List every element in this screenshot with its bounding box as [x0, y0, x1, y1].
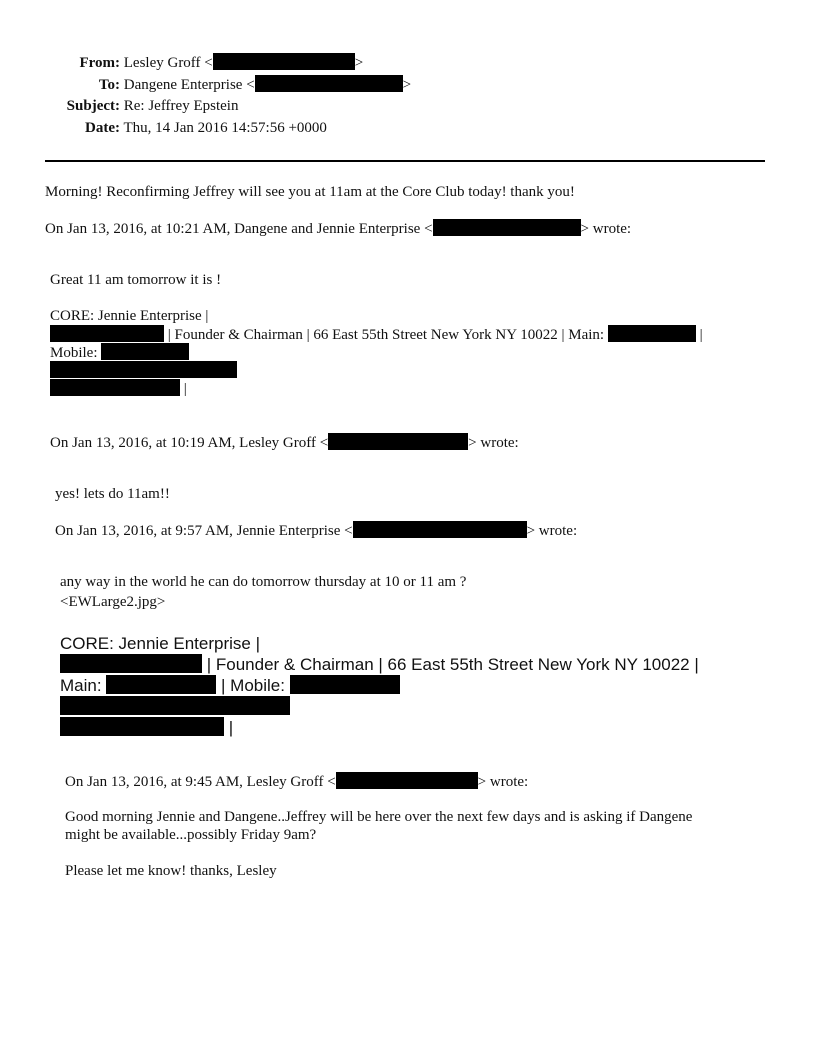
redaction-bar [101, 343, 189, 360]
msg5-body-line2: might be available...possibly Friday 9am? [65, 827, 317, 843]
msg4-quote-header [65, 772, 528, 791]
quote-prefix: On Jan 13, 2016, at 9:57 AM, Jennie Enterprise < [55, 523, 353, 539]
msg1-body: Morning! Reconfirming Jeffrey will see you at 11am at the Core Club today! thank you! [45, 184, 575, 200]
redaction-bar [50, 361, 237, 378]
from-name: Lesley Groff < [123, 55, 213, 71]
sig-pipe: | [224, 718, 234, 737]
msg2-sig-line4 [50, 361, 237, 380]
msg2-sig-line2 [50, 325, 703, 344]
quote-prefix: On Jan 13, 2016, at 9:45 AM, Lesley Groff < [65, 774, 336, 790]
header-date [4, 119, 327, 137]
msg2-quote-header [50, 433, 519, 452]
redaction-bar [60, 717, 224, 736]
msg2-body: Great 11 am tomorrow it is ! [50, 272, 222, 288]
from-label: From: [79, 55, 120, 71]
mobile-label: Mobile: [50, 345, 102, 361]
redaction-bar [50, 379, 180, 396]
main-label: Main: [60, 676, 107, 695]
msg4-sig-line1: CORE: Jennie Enterprise | [60, 634, 260, 653]
redaction-bar [106, 675, 216, 694]
redaction-bar [328, 433, 468, 450]
redaction-bar [60, 696, 290, 715]
redaction-bar [290, 675, 400, 694]
msg4-body: any way in the world he can do tomorrow thursday at 10 or 11 am ? [60, 574, 467, 590]
quote-suffix: > wrote: [477, 774, 529, 790]
quote-suffix: > wrote: [580, 221, 632, 237]
date-value: Thu, 14 Jan 2016 14:57:56 +0000 [123, 120, 327, 136]
msg2-sig-line5 [50, 379, 187, 398]
redaction-bar [353, 521, 527, 538]
from-close: > [354, 55, 364, 71]
sig-text: | Founder & Chairman | 66 East 55th Street New York NY 10022 | [202, 655, 699, 674]
header-to [4, 75, 411, 94]
redaction-bar [255, 75, 403, 92]
msg2-sig-mobile [50, 343, 189, 362]
msg3-quote-header [55, 521, 577, 540]
quote-prefix: On Jan 13, 2016, at 10:21 AM, Dangene and Jennie Enterprise < [45, 221, 433, 237]
quote-prefix: On Jan 13, 2016, at 10:19 AM, Lesley Groff < [50, 435, 329, 451]
mobile-label: | Mobile: [216, 676, 290, 695]
quote-suffix: > wrote: [526, 523, 578, 539]
redaction-bar [433, 219, 581, 236]
msg4-sig-line4 [60, 696, 290, 717]
msg5-closing: Please let me know! thanks, Lesley [65, 863, 277, 879]
msg3-body: yes! lets do 11am!! [55, 486, 170, 502]
quote-suffix: > wrote: [468, 435, 519, 451]
subject-label: Subject: [66, 98, 120, 114]
to-name: Dangene Enterprise < [123, 77, 255, 93]
redaction-bar [336, 772, 478, 789]
msg4-sig-line3 [60, 675, 400, 696]
redaction-bar [50, 325, 164, 342]
msg4-sig-line5 [60, 717, 233, 738]
subject-value: Re: Jeffrey Epstein [123, 98, 239, 114]
header-divider [45, 160, 765, 162]
redaction-bar [60, 654, 202, 673]
sig-pipe: | [180, 381, 187, 397]
date-label: Date: [85, 120, 120, 136]
msg4-sig-line2 [60, 654, 699, 675]
header-subject [4, 97, 238, 115]
to-label: To: [98, 77, 120, 93]
header-from [4, 53, 363, 72]
to-close: > [402, 77, 412, 93]
redaction-bar [213, 53, 355, 70]
msg1-quote-header [45, 219, 631, 238]
sig-text: | Founder & Chairman | 66 East 55th Street New York NY 10022 | Main: [164, 327, 608, 343]
sig-pipe: | [695, 327, 703, 343]
redaction-bar [608, 325, 696, 342]
msg4-attachment: <EWLarge2.jpg> [60, 594, 166, 610]
msg2-sig-line1: CORE: Jennie Enterprise | [50, 308, 209, 324]
msg5-body-line1: Good morning Jennie and Dangene..Jeffrey will be here over the next few days and is asking if Dangene [65, 809, 693, 825]
